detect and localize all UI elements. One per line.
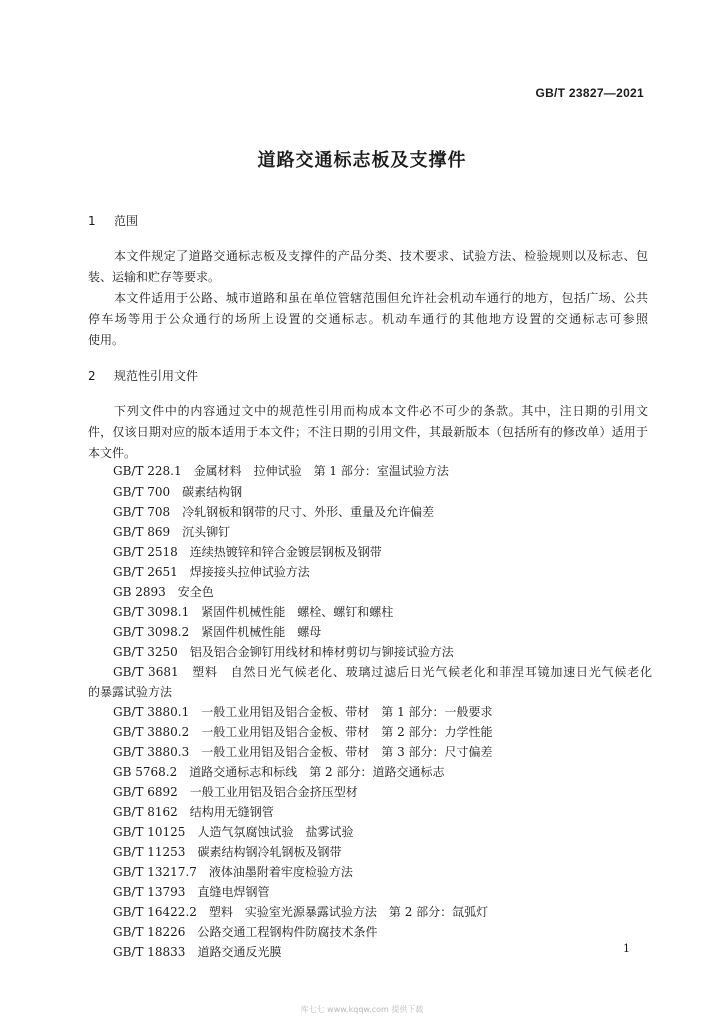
reference-item: GB/T 708 冷轧钢板和钢带的尺寸、外形、重量及允许偏差 [113, 505, 435, 519]
paragraph-line: 装、运输和贮存等要求。 [88, 270, 221, 284]
reference-item: GB/T 700 碳素结构钢 [113, 485, 243, 499]
reference-item: GB/T 3880.1 一般工业用铝及铝合金板、带材 第 1 部分：一般要求 [113, 705, 493, 719]
reference-item: GB/T 10125 人造气氛腐蚀试验 盐雾试验 [113, 825, 354, 839]
section-heading-2 [88, 367, 198, 384]
section-title: 规范性引用文件 [114, 369, 199, 383]
reference-item: GB/T 2518 连续热镀锌和锌合金镀层钢板及钢带 [113, 545, 382, 559]
reference-item: GB/T 6892 一般工业用铝及铝合金挤压型材 [113, 785, 358, 799]
reference-item-continuation: 的暴露试验方法 [88, 685, 173, 699]
section-number: 1 [88, 214, 96, 228]
standard-code: GB/T 23827—2021 [535, 86, 644, 100]
paragraph-line: 件，仅该日期对应的版本适用于本文件；不注日期的引用文件，其最新版本（包括所有的修改单）适用于 [88, 425, 648, 439]
reference-item: GB/T 869 沉头铆钉 [113, 525, 231, 539]
paragraph-line: 下列文件中的内容通过文中的规范性引用而构成本文件必不可少的条款。其中，注日期的引用文 [114, 404, 648, 418]
footer-watermark: 库七七 www.kqqw.com 提供下载 [300, 1005, 424, 1014]
scope-paragraph-2 [88, 288, 648, 351]
reference-item: GB/T 3098.2 紧固件机械性能 螺母 [113, 625, 322, 639]
reference-item: GB/T 3880.2 一般工业用铝及铝合金板、带材 第 2 部分：力学性能 [113, 725, 493, 739]
reference-item: GB/T 228.1 金属材料 拉伸试验 第 1 部分：室温试验方法 [113, 464, 449, 478]
reference-item: GB/T 8162 结构用无缝钢管 [113, 805, 274, 819]
normative-intro-paragraph [88, 401, 648, 464]
paragraph-line: 本文件适用于公路、城市道路和虽在单位管辖范围但允许社会机动车通行的地方，包括广场、公共 [114, 291, 648, 305]
section-number: 2 [88, 369, 96, 383]
paragraph-line: 停车场等用于公众通行的场所上设置的交通标志。机动车通行的其他地方设置的交通标志可参照 [88, 312, 648, 326]
reference-item: GB/T 2651 焊接接头拉伸试验方法 [113, 565, 310, 579]
reference-item: GB 2893 安全色 [113, 585, 214, 599]
reference-item: GB/T 3681 塑料 自然日光气候老化、玻璃过滤后日光气候老化和菲涅耳镜加速日光气候老化 [113, 665, 652, 679]
reference-item: GB/T 18226 公路交通工程钢构件防腐技术条件 [113, 925, 378, 939]
reference-item: GB/T 3098.1 紧固件机械性能 螺栓、螺钉和螺柱 [113, 605, 394, 619]
reference-item: GB/T 18833 道路交通反光膜 [113, 945, 282, 959]
section-heading-1 [88, 212, 138, 229]
document-title: 道路交通标志板及支撑件 [257, 150, 467, 171]
paragraph-line: 本文件规定了道路交通标志板及支撑件的产品分类、技术要求、试验方法、检验规则以及标志、包 [114, 249, 648, 263]
reference-item: GB/T 3880.3 一般工业用铝及铝合金板、带材 第 3 部分：尺寸偏差 [113, 745, 493, 759]
reference-item: GB/T 16422.2 塑料 实验室光源暴露试验方法 第 2 部分：氙弧灯 [113, 905, 489, 919]
paragraph-line: 本文件。 [88, 446, 137, 460]
reference-item: GB/T 3250 铝及铝合金铆钉用线材和棒材剪切与铆接试验方法 [113, 645, 454, 659]
reference-item: GB 5768.2 道路交通标志和标线 第 2 部分：道路交通标志 [113, 765, 445, 779]
reference-item: GB/T 11253 碳素结构钢冷轧钢板及钢带 [113, 845, 342, 859]
reference-item: GB/T 13217.7 液体油墨附着牢度检验方法 [113, 865, 353, 879]
page-number: 1 [623, 942, 630, 955]
section-title: 范围 [114, 214, 139, 228]
scope-paragraph-1 [88, 246, 648, 288]
reference-item: GB/T 13793 直缝电焊钢管 [113, 885, 270, 899]
paragraph-line: 使用。 [88, 333, 125, 347]
